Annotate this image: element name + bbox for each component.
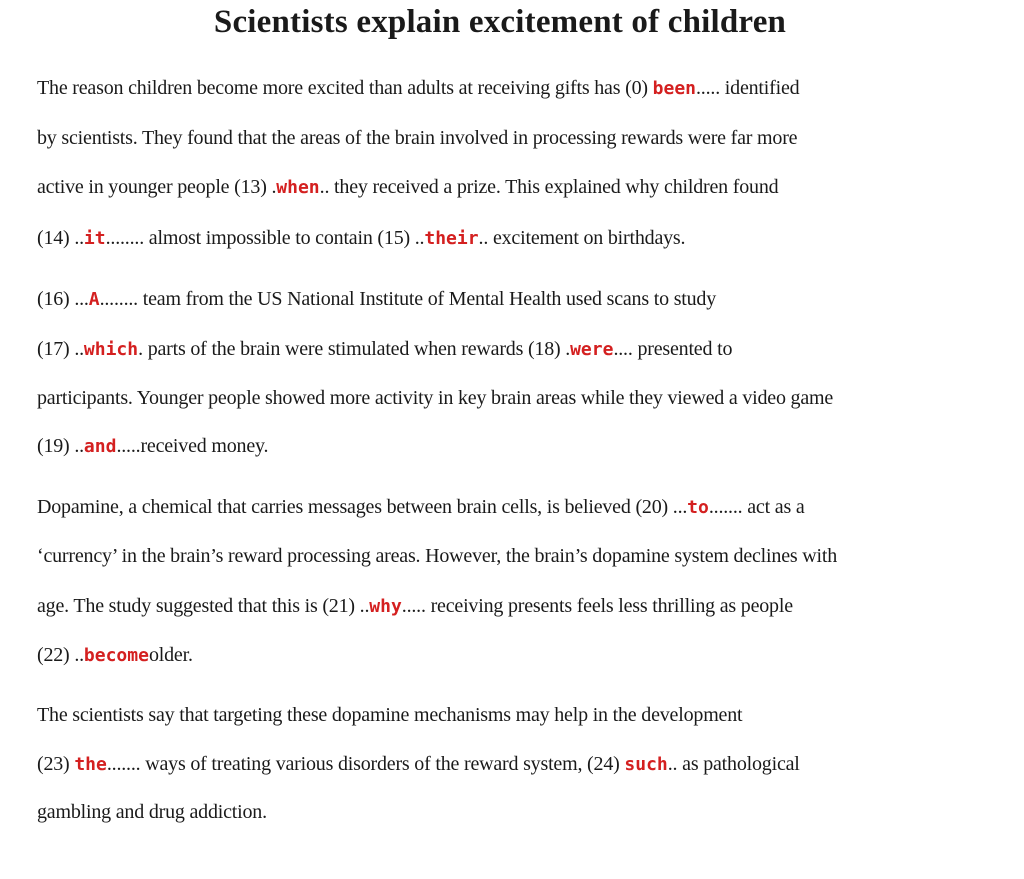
- text-line: [37, 542, 837, 570]
- text-segment: (17) ..: [37, 338, 84, 360]
- text-line: [37, 224, 685, 253]
- text-segment: gambling and drug addiction.: [37, 801, 267, 823]
- text-segment: (22) ..: [37, 644, 84, 666]
- text-segment: (23): [37, 753, 75, 775]
- answer-word: such: [624, 754, 668, 775]
- text-line: [37, 173, 778, 202]
- text-line: [37, 493, 805, 522]
- text-segment: older.: [148, 644, 193, 666]
- text-segment: . parts of the brain were stimulated when rewards (18) .: [138, 338, 571, 360]
- answer-word: become: [83, 645, 149, 666]
- page-title: Scientists explain excitement of children: [213, 4, 787, 40]
- answer-word: which: [83, 339, 139, 360]
- answer-word: to: [687, 497, 709, 518]
- text-line: [37, 74, 799, 103]
- text-segment: (16) ...: [37, 288, 89, 310]
- answer-word: been: [652, 78, 696, 99]
- text-segment: (19) ..: [37, 435, 84, 457]
- text-line: [37, 750, 800, 779]
- text-segment: .. they received a prize. This explained why children found: [319, 176, 779, 198]
- answer-word: why: [369, 596, 402, 617]
- text-segment: ........ almost impossible to contain (15) ..: [105, 227, 425, 249]
- text-line: [37, 335, 732, 364]
- text-line: [37, 641, 193, 670]
- text-segment: by scientists. They found that the areas of the brain involved in processing rewards were far more: [37, 127, 798, 149]
- answer-word: the: [74, 754, 107, 775]
- answer-word: when: [276, 177, 320, 198]
- text-segment: (14) ..: [37, 227, 84, 249]
- text-segment: participants. Younger people showed more activity in key brain areas while they viewed a video game: [37, 387, 834, 409]
- text-segment: The scientists say that targeting these dopamine mechanisms may help in the development: [37, 704, 743, 726]
- text-segment: ‘currency’ in the brain’s reward processing areas. However, the brain’s dopamine system declines with: [37, 545, 838, 567]
- text-segment: age. The study suggested that this is (21) ..: [37, 595, 370, 617]
- text-line: [37, 384, 833, 412]
- answer-word: were: [570, 339, 614, 360]
- answer-word: it: [83, 228, 106, 249]
- text-segment: .... presented to: [613, 338, 733, 360]
- text-segment: ........ team from the US National Institute of Mental Health used scans to study: [99, 288, 717, 310]
- text-line: [37, 592, 793, 621]
- text-line: [37, 701, 742, 729]
- text-line: [37, 798, 267, 826]
- text-segment: Dopamine, a chemical that carries messages between brain cells, is believed (20) ...: [37, 496, 688, 518]
- text-line: [37, 285, 716, 314]
- text-segment: ....... ways of treating various disorders of the reward system, (24): [106, 753, 625, 775]
- text-line: [37, 432, 268, 461]
- text-segment: ..... receiving presents feels less thrilling as people: [401, 595, 793, 617]
- text-segment: .....received money.: [116, 435, 269, 457]
- answer-word: A: [88, 289, 100, 310]
- text-segment: active in younger people (13) .: [37, 176, 277, 198]
- text-segment: .. as pathological: [667, 753, 800, 775]
- text-segment: ....... act as a: [708, 496, 805, 518]
- text-segment: The reason children become more excited than adults at receiving gifts has (0): [37, 77, 653, 99]
- answer-word: and: [83, 436, 117, 457]
- text-segment: .. excitement on birthdays.: [478, 227, 686, 249]
- text-line: [37, 124, 797, 152]
- answer-word: their: [424, 228, 479, 249]
- text-segment: ..... identified: [696, 77, 800, 99]
